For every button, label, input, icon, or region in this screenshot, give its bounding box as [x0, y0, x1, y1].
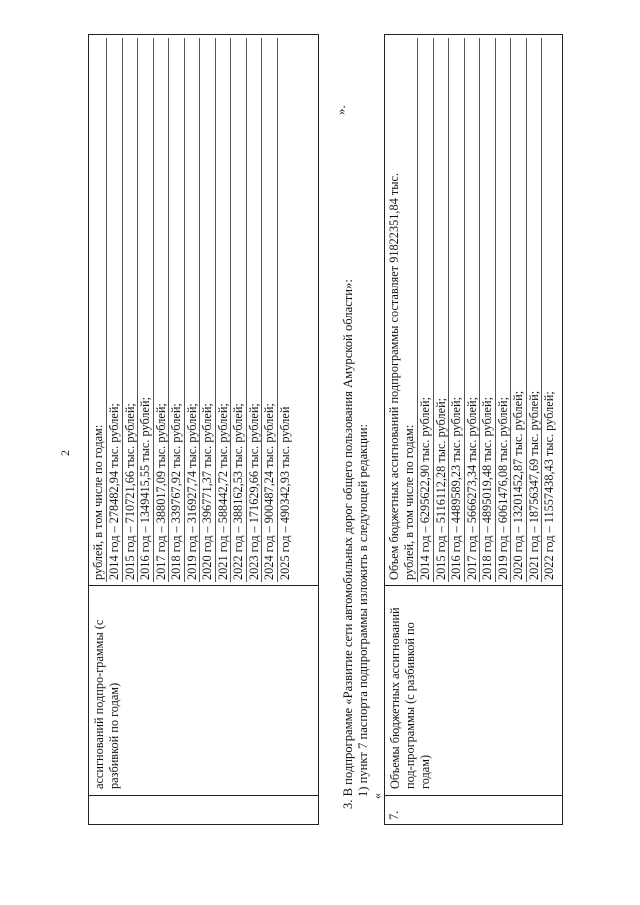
- year-allocation-line: 2016 год – 4489589,23 тыс. рублей;: [449, 38, 465, 582]
- year-allocation-line: 2017 год – 388017,09 тыс. рублей;: [154, 38, 170, 582]
- value-header-line: Объем бюджетных ассигнований подпрограммы составляет 91822351,84 тыс.: [387, 172, 401, 580]
- opening-quote: «: [370, 793, 384, 799]
- paragraph-subprogram: 3. В подпрограмме «Развитие сети автомобильных дорог общего пользования Амурской области»:: [341, 279, 355, 809]
- year-allocation-line: 2022 год – 388162,53 тыс. рублей;: [231, 38, 247, 582]
- year-allocation-line: 2017 год – 5666273,34 тыс. рублей;: [465, 38, 481, 582]
- year-allocation-line: 2014 год – 6295622,90 тыс. рублей;: [417, 38, 434, 582]
- year-allocation-line: 2022 год – 11557438,43 тыс. рублей;: [542, 391, 556, 580]
- item-value-cell: [385, 35, 563, 586]
- year-allocation-line: 2021 год – 18756347,69 тыс. рублей;: [527, 38, 543, 582]
- year-allocation-line: 2021 год – 588442,72 тыс. рублей;: [216, 38, 232, 582]
- year-allocation-line: 2019 год – 316927,74 тыс. рублей;: [185, 38, 201, 582]
- year-allocation-line: 2020 год – 396771,37 тыс. рублей;: [200, 38, 216, 582]
- closing-quote: ».: [333, 105, 348, 115]
- page-number: 2: [58, 450, 72, 456]
- year-allocation-line: 2020 год – 13201452,87 тыс. рублей;: [511, 38, 527, 582]
- year-allocation-line: 2018 год – 4895019,48 тыс. рублей;: [480, 38, 496, 582]
- value-header-line: рублей, в том числе по годам:: [91, 424, 105, 580]
- year-allocation-line: 2019 год – 6061476,08 тыс. рублей;: [496, 38, 512, 582]
- item-value-cell: [89, 35, 319, 586]
- year-allocation-line: 2024 год – 900487,24 тыс. рублей;: [262, 38, 278, 582]
- value-header-line: рублей, в том числе по годам:: [402, 424, 416, 580]
- allocations-table-continued: [88, 34, 319, 825]
- row-number-cell: 7.: [385, 796, 563, 825]
- year-allocation-line: 2014 год – 278482,94 тыс. рублей;: [106, 38, 123, 582]
- allocations-table-new: [384, 34, 563, 825]
- row-number-cell: [89, 796, 319, 825]
- year-allocation-line: 2025 год – 490342,93 тыс. рублей: [277, 406, 292, 580]
- year-allocation-line: 2015 год – 5116112,28 тыс. рублей;: [434, 38, 450, 582]
- item-name-cell: Объемы бюджетных ассигнований под-программы (с разбивкой по годам): [385, 586, 563, 796]
- year-allocation-line: 2018 год – 339767,92 тыс. рублей;: [169, 38, 185, 582]
- year-allocation-line: 2016 год – 1349415,55 тыс. рублей;: [138, 38, 154, 582]
- year-allocation-line: 2015 год – 710721,66 тыс. рублей;: [123, 38, 139, 582]
- year-allocation-line: 2023 год – 171629,66 тыс. рублей;: [247, 38, 263, 582]
- paragraph-item: 1) пункт 7 паспорта подпрограммы изложить в следующей редакции:: [356, 423, 370, 797]
- item-name-cell: ассигнований подпро-граммы (с разбивкой по годам): [89, 586, 319, 796]
